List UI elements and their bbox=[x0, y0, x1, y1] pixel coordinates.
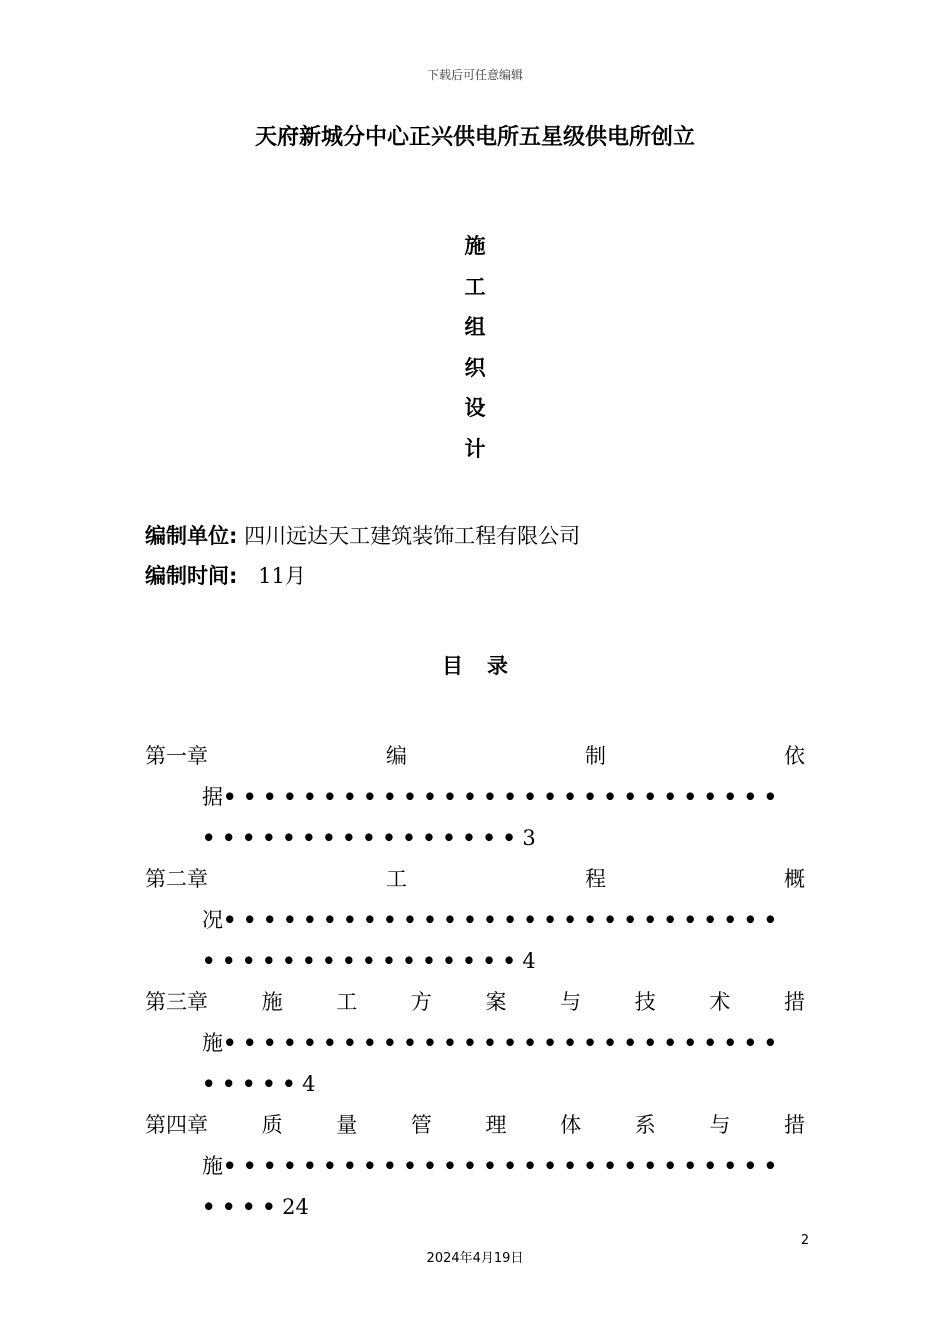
toc-title-char: 施 bbox=[261, 990, 283, 1014]
vertical-title bbox=[455, 226, 495, 469]
toc-title-char: 理 bbox=[485, 1113, 507, 1137]
toc-title-char: 工 bbox=[386, 867, 407, 891]
page-number: 2 bbox=[800, 1233, 810, 1248]
toc-entry-2-line1[interactable] bbox=[145, 863, 805, 895]
toc-title-char: 体 bbox=[560, 1113, 582, 1137]
toc-title-char: 概 bbox=[784, 867, 805, 891]
toc-title-char: 管 bbox=[410, 1113, 432, 1137]
toc-title-char: 工 bbox=[336, 990, 358, 1014]
toc-leader-dots: ••••• bbox=[202, 1071, 303, 1096]
toc-entry-3-line1[interactable] bbox=[145, 986, 805, 1018]
vertical-title-char: 织 bbox=[464, 355, 486, 380]
toc-page-number: 4 bbox=[302, 1072, 316, 1096]
toc-leader-dots: •••••••••••••••••••••••••••• bbox=[223, 784, 784, 809]
toc-title-char: 措 bbox=[784, 990, 805, 1014]
toc-entry-1-line3[interactable] bbox=[202, 822, 805, 854]
toc-entry-2-line2[interactable] bbox=[202, 904, 805, 936]
footer-date: 2024年4月19日 bbox=[426, 1251, 524, 1266]
toc-heading: 目录 bbox=[442, 654, 532, 678]
toc-page-number: 3 bbox=[522, 826, 536, 850]
toc-page-number: 24 bbox=[282, 1195, 309, 1219]
compile-unit-label: 编制单位: bbox=[145, 524, 238, 548]
toc-entry-1-line1[interactable] bbox=[145, 740, 805, 772]
toc-leader-dots: •••• bbox=[202, 1194, 283, 1219]
toc-title-char: 量 bbox=[336, 1113, 358, 1137]
vertical-title-char: 施 bbox=[464, 234, 486, 258]
toc-page-number: 4 bbox=[522, 949, 536, 973]
compile-time-value: 11月 bbox=[258, 564, 306, 588]
toc-leader-dots: •••••••••••••••• bbox=[202, 948, 523, 973]
toc-title-char: 程 bbox=[585, 867, 606, 891]
toc-title-char: 施 bbox=[202, 1031, 223, 1055]
toc-leader-dots: •••••••••••••••••••••••••••• bbox=[223, 907, 784, 932]
toc-title-char: 系 bbox=[634, 1113, 656, 1137]
toc-entry-2-line3[interactable] bbox=[202, 945, 805, 977]
toc-title-char: 编 bbox=[386, 744, 407, 768]
vertical-title-char: 工 bbox=[464, 274, 486, 299]
vertical-title-char: 计 bbox=[464, 436, 486, 461]
toc-chapter-label: 第四章 bbox=[145, 1113, 208, 1137]
compile-unit-value: 四川远达天工建筑装饰工程有限公司 bbox=[244, 524, 581, 548]
toc-title-char: 依 bbox=[784, 744, 805, 768]
toc-title-char: 与 bbox=[709, 1113, 731, 1137]
toc-entry-4-line3[interactable] bbox=[202, 1191, 805, 1223]
toc-title-char: 制 bbox=[585, 744, 606, 768]
toc-title-char: 术 bbox=[709, 990, 731, 1014]
toc-leader-dots: •••••••••••••••••••••••••••• bbox=[223, 1153, 784, 1178]
toc-chapter-label: 第一章 bbox=[145, 744, 208, 768]
toc-entry-4-line1[interactable] bbox=[145, 1109, 805, 1141]
compile-time-row bbox=[145, 560, 306, 592]
toc-chapter-label: 第三章 bbox=[145, 990, 208, 1014]
toc-title-char: 与 bbox=[560, 990, 582, 1014]
toc-title-char: 措 bbox=[784, 1113, 805, 1137]
toc-title-char: 方 bbox=[410, 990, 432, 1014]
toc-entry-4-line2[interactable] bbox=[202, 1150, 805, 1182]
toc-title-char: 技 bbox=[634, 990, 656, 1014]
toc-entry-3-line3[interactable] bbox=[202, 1068, 805, 1100]
toc-chapter-label: 第二章 bbox=[145, 867, 208, 891]
toc-leader-dots: •••••••••••••••• bbox=[202, 825, 523, 850]
toc-title-char: 据 bbox=[202, 785, 223, 809]
header-note: 下载后可任意编辑 bbox=[426, 68, 523, 82]
document-title: 天府新城分中心正兴供电所五星级供电所创立 bbox=[254, 125, 695, 150]
toc-leader-dots: •••••••••••••••••••••••••••• bbox=[223, 1030, 784, 1055]
toc-title-char: 况 bbox=[202, 908, 223, 932]
toc-entry-3-line2[interactable] bbox=[202, 1027, 805, 1059]
toc-title-char: 施 bbox=[202, 1154, 223, 1178]
vertical-title-char: 组 bbox=[464, 315, 486, 339]
toc-entry-1-line2[interactable] bbox=[202, 781, 805, 813]
compile-unit-row bbox=[145, 520, 580, 552]
toc-title-char: 质 bbox=[261, 1113, 283, 1137]
vertical-title-char: 设 bbox=[464, 396, 486, 420]
toc-title-char: 案 bbox=[485, 990, 507, 1014]
compile-time-label: 编制时间: bbox=[145, 564, 238, 588]
